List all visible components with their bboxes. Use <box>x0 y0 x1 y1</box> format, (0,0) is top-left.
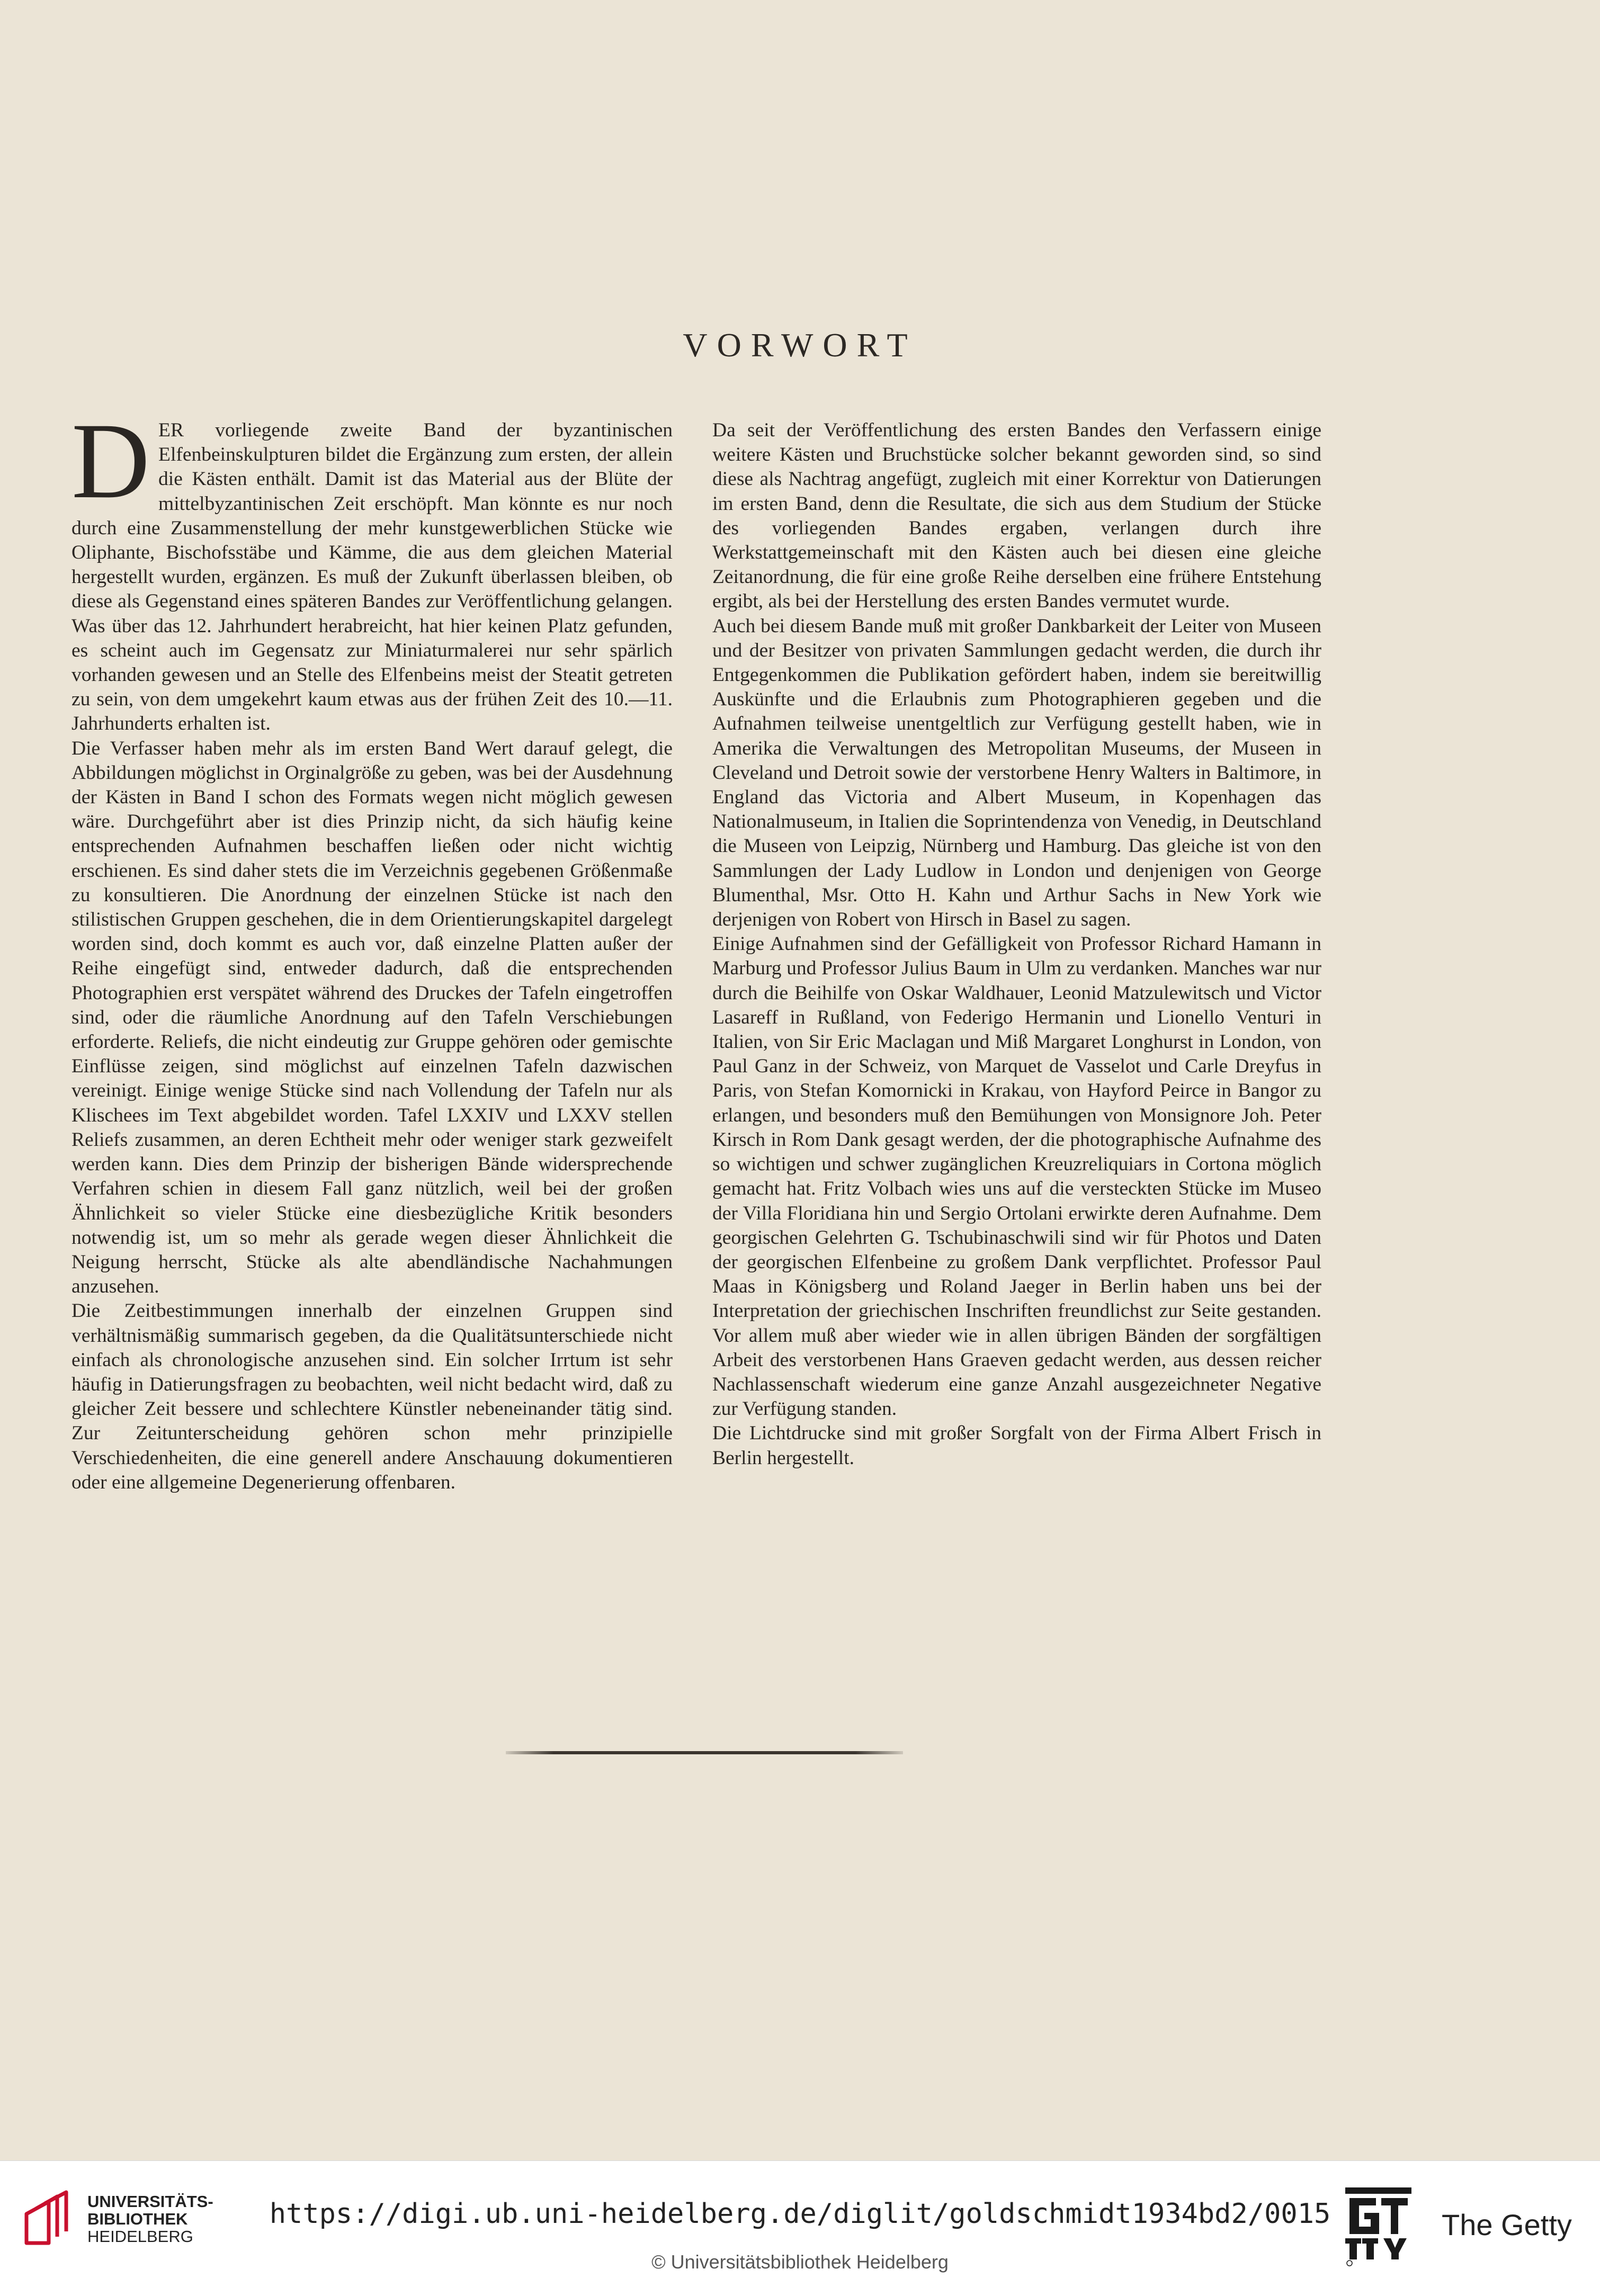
getty-label[interactable]: The Getty <box>1442 2208 1572 2241</box>
paragraph-intro <box>71 401 673 737</box>
viewer-footer <box>0 2160 1600 2296</box>
university-library-name[interactable]: UNIVERSITÄTS- BIBLIOTHEK HEIDELBERG <box>87 2192 213 2246</box>
page-title: VORWORT <box>683 326 917 364</box>
paragraph: Die Verfasser haben mehr als im ersten Band Wert darauf gelegt, die Abbildungen möglichst in Orginalgröße zu geben, was bei der Ausdehnung der Kästen in Band I schon des Formats wegen nicht möglich gewesen wäre. Durchgeführt aber ist dies Prinzip nicht, da sich häufig keine entsprechenden Aufnahmen beschaffen ließen oder nicht wichtig erschienen. Es sind daher stets die im Verzeichnis gegebenen Größenmaße zu konsultieren. Die Anordnung der einzelnen Stücke ist nach den stilistischen Gruppen geschehen, die in dem Orientierungskapitel dargelegt worden sind, doch kommt es auch vor, daß einzelne Platten außer der Reihe eingefügt sind, entweder dadurch, daß die entsprechenden Photographien erst verspätet während des Druckes der Tafeln eingetroffen sind, oder die räumliche Anordnung auf den Tafeln Verschiebungen erforderte. Reliefs, die nicht eindeutig zur Gruppe gehören oder gemischte Einflüsse zeigen, sind möglichst auf einzelnen Tafeln dazwischen vereinigt. Einige wenige Stücke sind nach Vollendung der Tafeln nur als Klischees im Text abgebildet worden. Tafel LXXIV und LXXV stellen Reliefs zusammen, an deren Echtheit mehr oder weniger stark gezweifelt werden kann. Dies dem Prinzip der bisherigen Bände widersprechende Verfahren schien in diesem Fall ganz nützlich, weil bei der großen Ähnlichkeit so vieler Stücke eine diesbezügliche Kritik besonders notwendig ist, um so mehr als gerade wegen dieser Ähnlichkeit die Neigung herrscht, Stücke als alte abendländische Nachahmungen anzusehen. <box>71 737 673 1298</box>
paragraph-intro-text: ER vorliegende zweite Band der byzantinischen Elfenbeinskulpturen bildet die Ergänzung zum ersten, der allein die Kästen enthält. Damit ist das Material aus der Blüte der mittelbyzantinischen Zeit erschöpft. Man könnte es nur noch durch eine Zusammenstellung der mehr kunstgewerblichen Stücke wie Oliphante, Bischofsstäbe und Kämme, die aus dem gleichen Material hergestellt wurden, ergänzen. Es muß der Zukunft überlassen bleiben, ob diese als Gegenstand eines späteren Bandes zur Veröffentlichung gelangen. Was über das 12. Jahrhundert herabreicht, hat hier keinen Platz gefunden, es scheint auch im Gegensatz zur Miniaturmalerei nur sehr spärlich vorhanden gewesen und an Stelle des Elfenbeins meist der Steatit getreten zu sein, von dem umgekehrt kaum etwas aus der frühen Zeit des 10.—11. Jahrhunderts erhalten ist. <box>71 419 673 735</box>
paragraph: Auch bei diesem Bande muß mit großer Dankbarkeit der Leiter von Museen und der Besitzer von privaten Sammlungen gedacht werden, die durch ihr Entgegenkommen die Publikation gefördert haben, indem sie bereitwillig Auskünfte und die Erlaubnis zum Photographieren gegeben und die Aufnahmen teilweise unentgeltlich zur Verfügung gestellt haben, wie in Amerika die Verwaltungen des Metropolitan Museums, der Museen in Cleveland und Detroit sowie der verstorbene Henry Walters in Baltimore, in England das Victoria and Albert Museum, in Kopenhagen das Nationalmuseum, in Italien die Soprintendenza von Venedig, in Deutschland die Museen von Leipzig, Nürnberg und Hamburg. Das gleiche ist von den Sammlungen der Lady Ludlow in London und denjenigen von George Blumenthal, Msr. Otto H. Kahn und Arthur Sachs in New York wie derjenigen von Robert von Hirsch in Basel zu sagen. <box>712 615 1321 931</box>
copyright-notice: © Universitätsbibliothek Heidelberg <box>651 2251 949 2273</box>
permalink-url[interactable]: https://digi.ub.uni-heidelberg.de/diglit/goldschmidt1934bd2/0015 <box>269 2198 1331 2230</box>
paragraph: Die Lichtdrucke sind mit großer Sorgfalt von der Firma Albert Frisch in Berlin hergestellt. <box>712 1422 1321 1469</box>
end-divider <box>506 1751 903 1754</box>
drop-cap: D <box>71 401 150 521</box>
paragraph: Da seit der Veröffentlichung des ersten Bandes den Verfassern einige weitere Kästen und Bruchstücke solcher bekannt geworden sind, so sind diese als Nachtrag angefügt, zugleich mit einer Korrektur von Datierungen im ersten Band, denn die Resultate, die sich aus dem Studium der Stücke des vorliegenden Bandes ergaben, verlangen durch ihre Werkstattgemeinschaft mit den Kästen auch bei diesen eine gleiche Zeitanordnung, die für eine große Reihe derselben eine frühere Entstehung ergibt, als bei der Herstellung des ersten Bandes vermutet wurde. <box>712 419 1321 613</box>
getty-logo-icon[interactable] <box>1345 2187 1411 2267</box>
left-column <box>71 401 673 1495</box>
right-column <box>712 418 1321 1470</box>
paragraph: Einige Aufnahmen sind der Gefälligkeit von Professor Richard Hamann in Marburg und Professor Julius Baum in Ulm zu verdanken. Manches war nur durch die Beihilfe von Oskar Waldhauer, Leonid Matzulewitsch und Victor Lasareff in Rußland, von Federigo Hermanin und Lionello Venturi in Italien, von Sir Eric Maclagan und Miß Margaret Longhurst in London, von Paul Ganz in der Schweiz, von Marquet de Vasselot und Carle Dreyfus in Paris, von Stefan Komornicki in Krakau, von Hayford Peirce in Bangor zu erlangen, und besonders muß den Bemühungen von Monsignore Joh. Peter Kirsch in Rom Dank gesagt werden, der die photographische Aufnahme des so wichtigen und schwer zugänglichen Kreuzreliquiars in Cortona möglich gemacht hat. Fritz Volbach wies uns auf die versteckten Stücke im Museo der Villa Floridiana hin und Sergio Ortolani erwirkte deren Aufnahme. Dem georgischen Gelehrten G. Tschubinaschwili sind wir für Photos und Daten der georgischen Elfenbeine zu großem Dank verpflichtet. Professor Paul Maas in Königsberg und Roland Jaeger in Berlin haben uns bei der Interpretation der griechischen Inschriften freundlichst zur Seite gestanden. Vor allem muß aber wieder wie in allen übrigen Bänden der sorgfältigen Arbeit des verstorbenen Hans Graeven gedacht werden, aus dessen reicher Nachlassenschaft wiederum eine ganze Anzahl ausgezeichneter Negative zur Verfügung standen. <box>712 933 1321 1420</box>
paragraph: Die Zeitbestimmungen innerhalb der einzelnen Gruppen sind verhältnismäßig summarisch gegeben, da die Qualitätsunterschiede nicht einfach als chronologische anzusehen sind. Ein solcher Irrtum ist sehr häufig in Datierungsfragen zu beobachten, weil nicht bedacht wird, daß zu gleicher Zeit bessere und schlechtere Künstler nebeneinander tätig sind. Zur Zeitunterscheidung gehören schon mehr prinzipielle Verschiedenheiten, die eine generell andere Anschauung dokumentieren oder eine allgemeine Degenerierung offenbaren. <box>71 1300 673 1493</box>
